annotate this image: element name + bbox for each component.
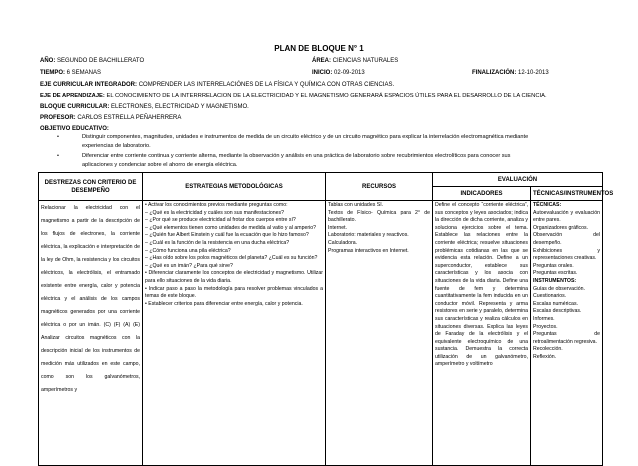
estrategia-item: • Indicar paso a paso la metodología para resolver problemas vinculados a temas de este bloque. bbox=[145, 285, 323, 300]
destrezas-cell: Relacionar la electricidad con el magnetismo a partir de la descripción de los flujos de electrones, la corriente eléctrica, la explicación e interpretación de la ley de Ohm, la resistencia y los circuitos eléctricos, la electrólisis, el entramado existente entre energía, calor y potencia eléctrica y el análisis de los campos magnéticos generados por una corriente eléctrica o por un imán. (C) (F) (A) (E) Analizar circuitos magnéticos con la descripción inicial de los instrumentos de medición más utilizados en este campo, como son los galvanómetros, amperímetros y bbox=[39, 201, 143, 466]
estrategia-item: – ¿Quién fue Albert Einstein y cuál fue la ecuación que lo hizo famoso? bbox=[145, 232, 309, 239]
profesor-row bbox=[40, 114, 181, 122]
estrategia-item: • Diferenciar claramente los conceptos de electricidad y magnetismo. Utilizar para ello situaciones de la vida diaria. bbox=[145, 270, 323, 284]
estrategia-item: – ¿Cómo funciona una pila eléctrica? bbox=[145, 247, 231, 254]
bullet-icon: • bbox=[57, 153, 59, 159]
tiempo-label: TIEMPO: bbox=[40, 70, 65, 76]
profesor-value: CARLOS ESTRELLA PEÑAHERRERA bbox=[77, 115, 182, 121]
objective-item bbox=[54, 133, 599, 151]
recurso-item: Textos de Físico- Química para 2° de bachillerato. bbox=[328, 209, 430, 224]
area-label: ÁREA: bbox=[312, 58, 331, 64]
objective-line: Distinguir componentes, magnitudes, unidades e instrumentos de medida de un circuito eléctrico y de un circuito magnético para explicar la interrelación electromagnética mediante bbox=[82, 134, 529, 140]
estrategia-item: – ¿Qué es un imán? ¿Para qué sirve? bbox=[145, 262, 233, 269]
col-destrezas-header: DESTREZAS CON CRITERIO DE DESEMPEÑO bbox=[39, 173, 143, 201]
recurso-item: Laboratorio: materiales y reactivos. bbox=[328, 232, 409, 239]
recurso-item: Calculadora. bbox=[328, 239, 358, 246]
area-value: CIENCIAS NATURALES bbox=[332, 58, 399, 64]
fin-row bbox=[472, 69, 549, 77]
indicadores-cell: Define el concepto “corriente eléctrica”, sus conceptos y leyes asociados; indica la dirección de dicha corriente, analiza y soluciona ejercicios sobre el tema. Establece las relaciones entre la corriente eléctrica; resuelve situaciones problémicas cotidianas en las que se evidencia esta relación. Define a un superconductor, establece sus características y los asocia con situaciones de la vida diaria. Define una fuente de fem y determina cuantitativamente la fem inducida en un conductor móvil. Representa y arma resistores en serie y paralelo, determina sus características y realiza cálculos en situaciones diversas. Explica las leyes de Faraday de la electrólisis y el equivalente electroquímico de una sustancia. Demuestra la correcta utilización de un galvanómetro, amperímetro y voltímetro bbox=[433, 201, 531, 466]
inicio-value: 02-09-2013 bbox=[334, 70, 365, 76]
eje-curricular-row bbox=[40, 81, 394, 89]
tecnica-item: Exhibiciones y representaciones creativas. bbox=[533, 247, 601, 262]
eje-curricular-label: EJE CURRICULAR INTEGRADOR: bbox=[40, 82, 138, 88]
estrategia-item: – ¿Has oído sobre los polos magnéticos del planeta? ¿Cuál es su función? bbox=[145, 255, 318, 262]
tecnica-item: Guías de observación. bbox=[533, 285, 585, 292]
tecnica-item: Preguntas escritas. bbox=[533, 270, 578, 277]
col-estrategias-header: ESTRATEGIAS METODOLÓGICAS bbox=[143, 173, 326, 201]
bloque-row bbox=[40, 103, 249, 111]
tecnica-item: Cuestionarios. bbox=[533, 293, 567, 300]
eje-aprendizaje-value: EL CONOCIMIENTO DE LA INTERRRELACION DE LA ELECTRICIDAD Y EL MAGNETISMO GENERARÁ ESPACIOS ÚTILES PARA EL DESARROLLO DE LA CIENCIA. bbox=[106, 93, 547, 99]
ano-row bbox=[40, 57, 144, 65]
col-recursos-header: RECURSOS bbox=[326, 173, 433, 201]
objective-line: aplicaciones y condenciar sobre el ahorro de energía eléctrica. bbox=[82, 162, 238, 168]
tecnica-item: Preguntas orales. bbox=[533, 262, 574, 269]
tecnica-item: Informes. bbox=[533, 315, 555, 322]
eje-aprendizaje-row bbox=[40, 92, 547, 100]
estrategias-cell bbox=[143, 201, 326, 466]
inicio-row bbox=[312, 69, 365, 77]
profesor-label: PROFESOR: bbox=[40, 115, 76, 121]
objective-line: experiencias de laboratorio. bbox=[82, 143, 151, 149]
fin-value: 12-10-2013 bbox=[518, 70, 549, 76]
tiempo-row bbox=[40, 69, 101, 77]
recurso-item: Programas interactivos en Internet. bbox=[328, 247, 409, 254]
plan-table bbox=[38, 172, 614, 466]
bloque-value: ELECTRONES, ELECTRICIDAD Y MAGNETISMO. bbox=[111, 104, 249, 110]
tecnica-item: INSTRUMENTOS: bbox=[533, 277, 577, 284]
col-indicadores-header: INDICADORES bbox=[433, 187, 531, 201]
tecnicas-cell bbox=[531, 201, 603, 466]
objective-item bbox=[54, 152, 599, 170]
eje-aprendizaje-label: EJE DE APRENDIZAJE: bbox=[40, 93, 105, 99]
inicio-label: INICIO: bbox=[312, 70, 333, 76]
tecnica-item: Proyectos. bbox=[533, 323, 558, 330]
estrategia-item: • Activar los conocimientos previos mediante preguntas como: bbox=[145, 202, 288, 208]
objective-line: Diferenciar entre corriente continua y corriente alterna, mediante la observación y análisis en una práctica de laboratorio sobre recubrimientos electrolíticos para conocer sus bbox=[82, 153, 511, 159]
recursos-cell bbox=[326, 201, 433, 466]
estrategia-item: – ¿Cuál es la función de la resistencia en una ducha eléctrica? bbox=[145, 239, 290, 246]
ano-value: SEGUNDO DE BACHILLERATO bbox=[57, 58, 145, 64]
estrategia-item: – ¿Qué es la electricidad y cuáles son sus manifestaciones? bbox=[145, 209, 284, 216]
tiempo-value: 6 SEMANAS bbox=[66, 70, 102, 76]
recurso-item: Tablas con unidades SI. bbox=[328, 202, 384, 208]
tecnica-item: Recolección. bbox=[533, 346, 563, 353]
objetivo-label: OBJETIVO EDUCATIVO: bbox=[40, 126, 109, 132]
fin-label: FINALIZACIÓN: bbox=[472, 70, 517, 76]
eje-curricular-value: COMPRENDER LAS INTERRELACIÓNES DE LA FÍSICA Y QUÍMICA CON OTRAS CIENCIAS. bbox=[138, 82, 395, 88]
tecnica-item: Escalas numéricas. bbox=[533, 300, 578, 307]
recurso-item: Internet. bbox=[328, 224, 348, 231]
estrategia-item: • Establecer criterios para diferenciar entre energía, calor y potencia. bbox=[145, 300, 303, 307]
col-tecnicas-header: TÉCNICAS/INSTRUMENTOS bbox=[531, 187, 603, 201]
tecnica-item: Escalas descriptivas. bbox=[533, 308, 582, 315]
tecnica-item: Autoevaluación y evaluación entre pares. bbox=[533, 209, 601, 224]
page-title: PLAN DE BLOQUE N° 1 bbox=[274, 44, 364, 53]
tecnica-item: Preguntas de retroalimentación regresiva. bbox=[533, 331, 601, 345]
ano-label: AÑO: bbox=[40, 58, 56, 64]
tecnica-item: Observación del desempeño. bbox=[533, 232, 601, 246]
tecnica-item: Reflexión. bbox=[533, 353, 557, 360]
tecnica-item: Organizadores gráficos. bbox=[533, 224, 589, 231]
bloque-label: BLOQUE CURRICULAR: bbox=[40, 104, 110, 110]
estrategia-item: – ¿Por qué se produce electricidad al frotar dos cuerpos entre sí? bbox=[145, 217, 296, 224]
col-evaluacion-header: EVALUACIÓN bbox=[433, 173, 603, 187]
bullet-icon: • bbox=[57, 134, 59, 140]
estrategia-item: – ¿Qué elementos tienen como unidades de medida al vatio y al amperio? bbox=[145, 224, 317, 231]
area-row bbox=[312, 57, 398, 65]
tecnica-item: TÉCNICAS: bbox=[533, 202, 562, 208]
